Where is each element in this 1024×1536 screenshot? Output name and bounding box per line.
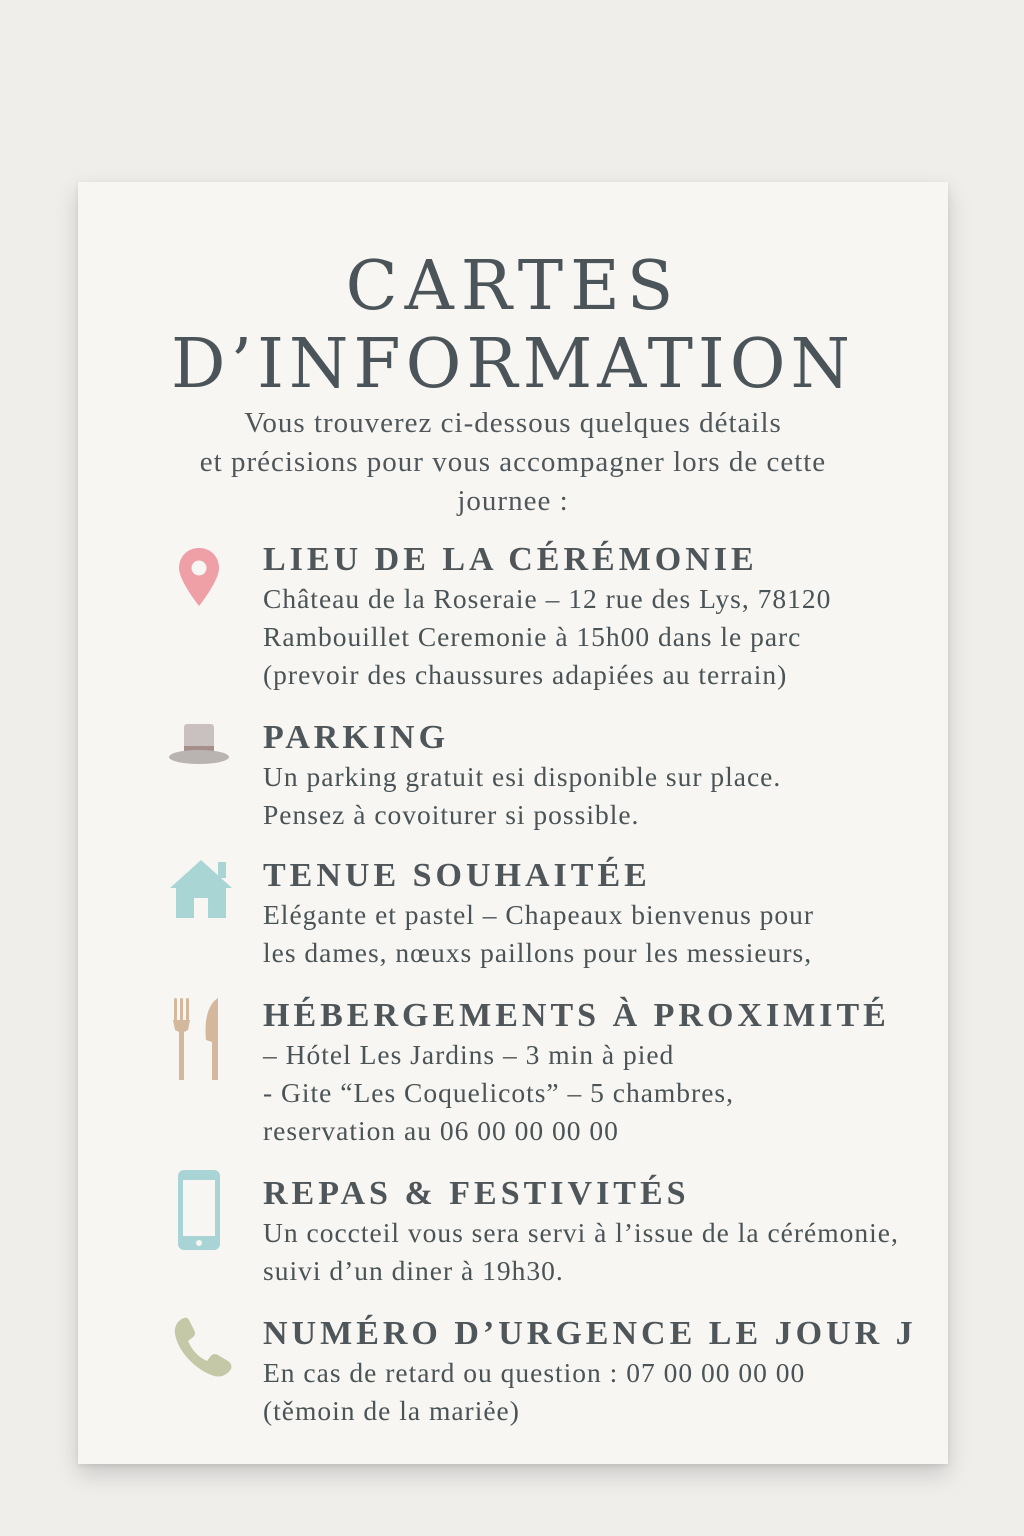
- section-line: suivi d’un diner à 19h30.: [263, 1255, 564, 1286]
- section-line: les dames, nœuxs paillons pour les messieurs,: [263, 937, 813, 968]
- section-body: [263, 1214, 899, 1290]
- map-pin-icon: [166, 544, 232, 614]
- fork-knife-icon: [166, 996, 232, 1086]
- section-line: – Hótel Les Jardins – 3 min à pied: [263, 1039, 675, 1070]
- section-line: (prevoir des chaussures adapiées au terrain): [263, 659, 788, 690]
- section-line: - Gite “Les Coquelicots” – 5 chambres,: [263, 1077, 734, 1108]
- section-body: [263, 1036, 734, 1150]
- section-line: Elégante et pastel – Chapeaux bienvenus pour: [263, 899, 815, 930]
- intro-line-2: et précisions pour vous accompagner lors de cette: [199, 446, 827, 478]
- information-card: [78, 182, 948, 1464]
- section-body: [263, 758, 781, 834]
- section-heading: LIEU DE LA CÉRÉMONIE: [263, 541, 758, 578]
- section-body: [263, 1354, 805, 1430]
- section-line: Pensez à covoiturer si possible.: [263, 799, 640, 830]
- top-hat-icon: [166, 712, 232, 782]
- section-heading: PARKING: [263, 719, 450, 756]
- page-title-line-1: CARTES: [345, 247, 681, 326]
- intro-line-1: Vous trouverez ci-dessous quelques détails: [244, 407, 782, 439]
- section-line: En cas de retard ou question : 07 00 00 00 00: [263, 1357, 806, 1388]
- intro-text: [118, 404, 908, 521]
- house-icon: [168, 856, 234, 926]
- section-line: Château de la Roseraie – 12 rue des Lys, 78120: [263, 583, 832, 614]
- page-title-line-2: D’INFORMATION: [170, 325, 856, 404]
- section-line: reservation au 06 00 00 00 00: [263, 1115, 619, 1146]
- section-line: Un coccteil vous sera servi à l’issue de la cérémonie,: [263, 1217, 899, 1248]
- section-heading: TENUE SOUHAITÉE: [263, 857, 651, 894]
- section-body: [263, 896, 814, 972]
- section-line: Rambouillet Ceremonie à 15h00 dans le parc: [263, 621, 802, 652]
- section-heading: HÉBERGEMENTS À PROXIMITÉ: [263, 997, 890, 1034]
- section-heading: NUMÉRO D’URGENCE LE JOUR J: [263, 1315, 917, 1352]
- phone-icon: [170, 1314, 236, 1384]
- intro-line-3: journee :: [457, 485, 569, 517]
- section-line: (těmoin de la mariẻe): [263, 1395, 520, 1426]
- section-line: Un parking gratuit esi disponible sur place.: [263, 761, 782, 792]
- section-body: [263, 580, 831, 694]
- smartphone-icon: [166, 1168, 232, 1258]
- section-heading: REPAS & FESTIVITÉS: [263, 1175, 690, 1212]
